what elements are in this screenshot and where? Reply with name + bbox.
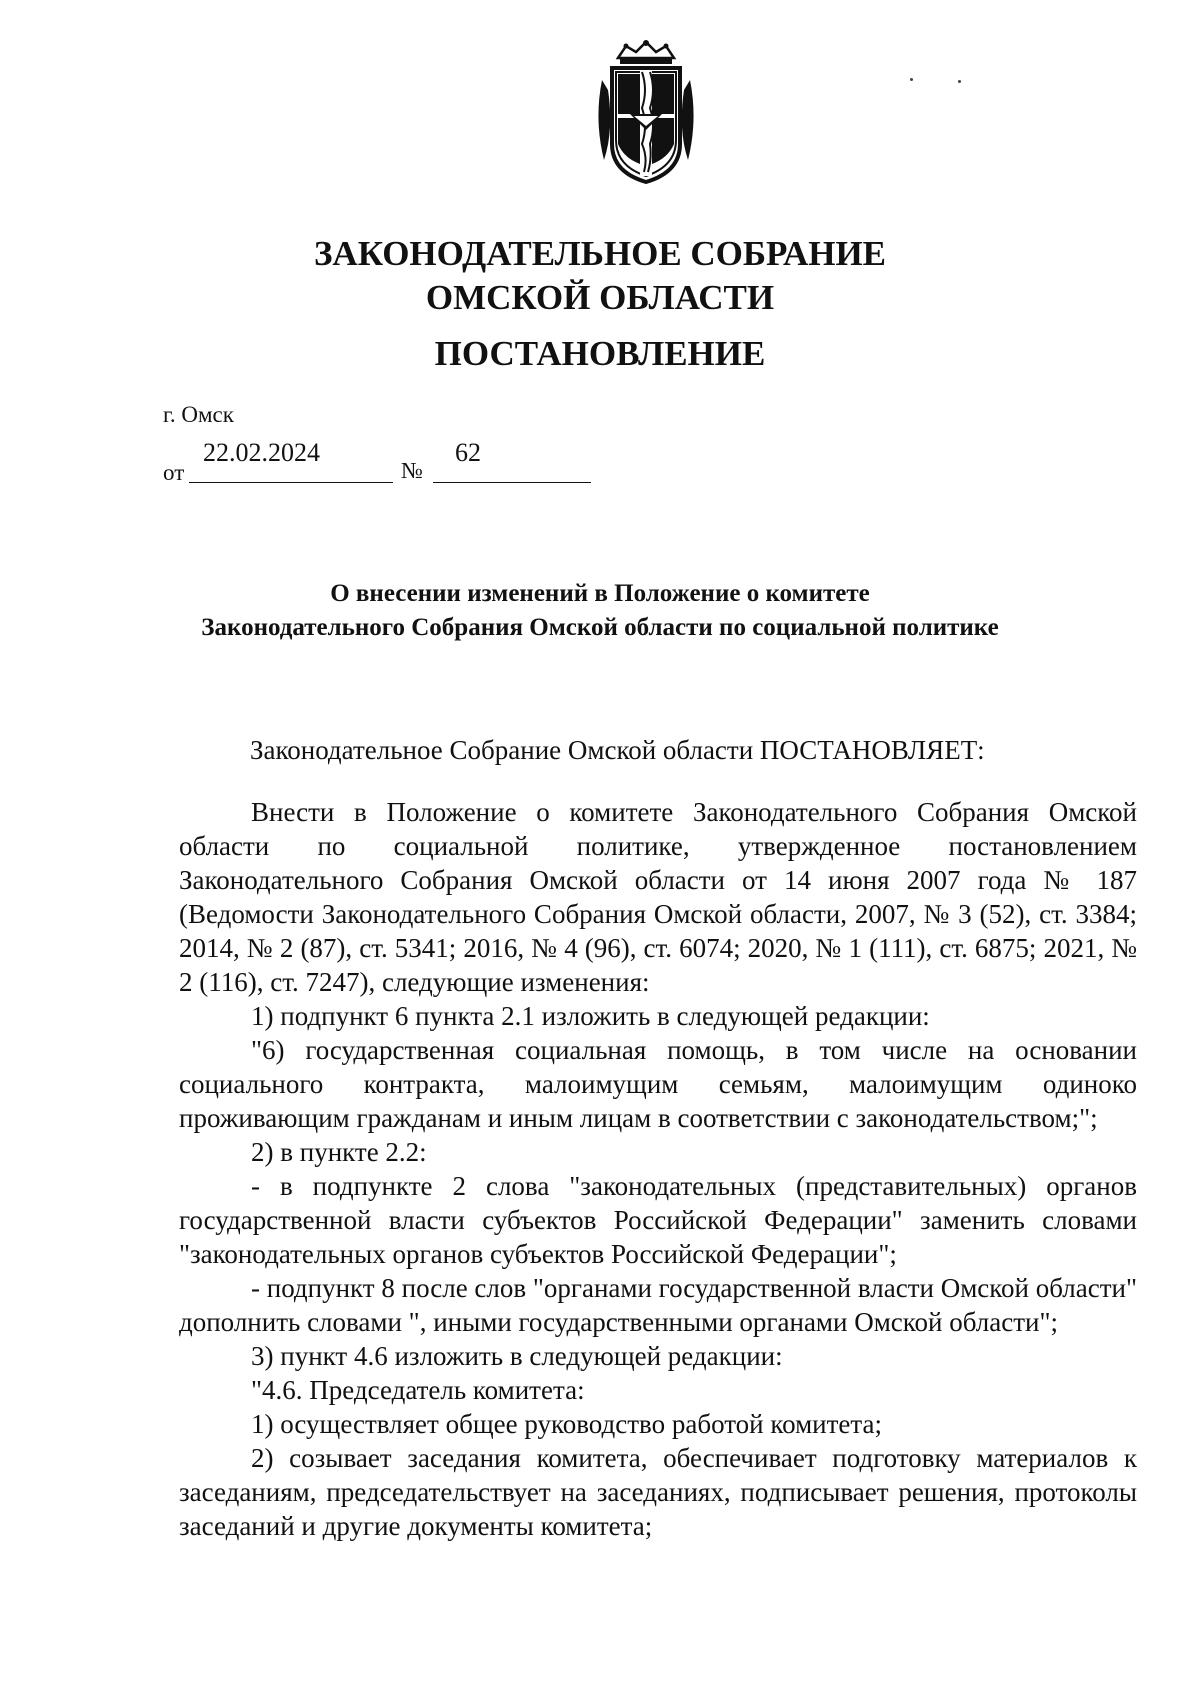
org-name-line2: ОМСКОЙ ОБЛАСТИ	[425, 278, 775, 317]
date-number-line	[163, 438, 643, 485]
paragraph: 2) созывает заседания комитета, обеспечивает подготовку материалов к заседаниям, председательствует на заседаниях, подписывает решения, протоколы заседаний и другие документы комитета;	[179, 1443, 1137, 1541]
document-body	[179, 795, 1137, 1543]
date-underline	[189, 482, 393, 483]
paragraph: 1) подпункт 6 пункта 2.1 изложить в следующей редакции:	[251, 1001, 930, 1031]
paragraph: 3) пункт 4.6 изложить в следующей редакции:	[251, 1341, 783, 1371]
subject-line2: Законодательного Собрания Омской области по социальной политике	[201, 614, 999, 641]
number-underline	[433, 482, 591, 483]
number-label: №	[401, 458, 423, 483]
paragraph: - подпункт 8 после слов "органами государственной власти Омской области" дополнить словами ", иными государственными органами Омской области";	[179, 1273, 1137, 1337]
scan-speck	[910, 78, 913, 81]
paragraph: - в подпункте 2 слова "законодательных (представительных) органов государственной власти субъектов Российской Федерации" заменить словами "законодательных органов субъектов Российской Федерации";	[179, 1171, 1137, 1269]
paragraph: 2) в пункте 2.2:	[251, 1137, 427, 1167]
paragraph: "4.6. Председатель комитета:	[251, 1375, 585, 1405]
subject-line1: О внесении изменений в Положение о комитете	[330, 580, 870, 607]
org-name-line1: ЗАКОНОДАТЕЛЬНОЕ СОБРАНИЕ	[313, 234, 887, 273]
paragraph: 1) осуществляет общее руководство работой комитета;	[251, 1409, 883, 1439]
paragraph: "6) государственная социальная помощь, в том числе на основании социального контракта, малоимущим семьям, малоимущим одиноко проживающим гражданам и иным лицам в соответствии с законодательством;";	[179, 1035, 1137, 1133]
document-date: 22.02.2024	[203, 438, 320, 467]
scan-speck	[958, 80, 961, 83]
paragraph: Внести в Положение о комитете Законодательного Собрания Омской области по социальной политике, утвержденное постановлением Законодательного Собрания Омской области от 14 июня 2007 года № 187 (Ведомости Законодательного Собрания Омской области, 2007, № 3 (52), ст. 3384; 2014, № 2 (87), ст. 5341; 2016, № 4 (96), ст. 6074; 2020, № 1 (111), ст. 6875; 2021, № 2 (116), ст. 7247), следующие изменения:	[179, 797, 1137, 997]
document-number: 62	[455, 438, 481, 467]
decree-statement: Законодательное Собрание Омской области ПОСТАНОВЛЯЕТ:	[250, 735, 985, 765]
omsk-oblast-coat-of-arms-icon	[590, 40, 702, 186]
date-label: от	[163, 460, 185, 485]
document-type: ПОСТАНОВЛЕНИЕ	[434, 334, 766, 373]
city: г. Омск	[163, 402, 234, 427]
